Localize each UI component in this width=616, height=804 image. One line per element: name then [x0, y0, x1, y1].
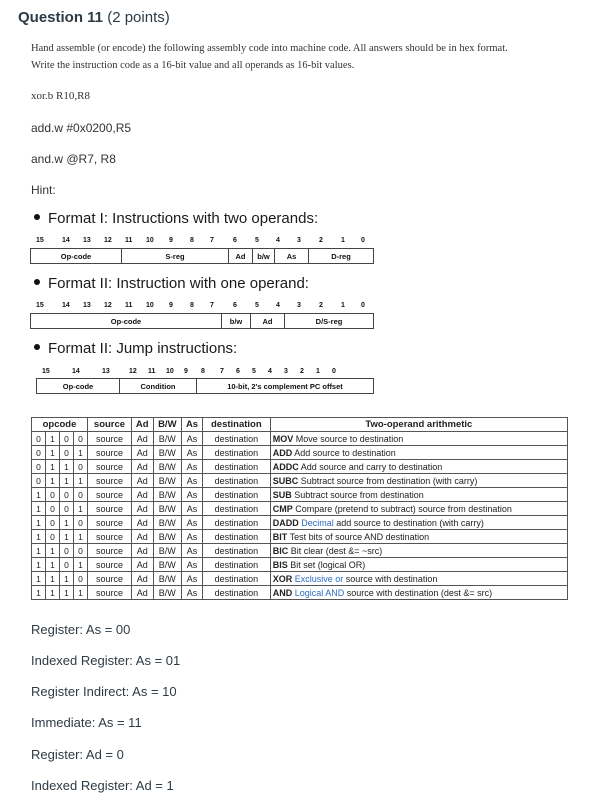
opcode-bit: 1: [46, 572, 60, 586]
table-row: [32, 432, 568, 446]
bit-number: 0: [361, 237, 365, 244]
opcode-bit: 1: [60, 474, 74, 488]
source-cell: source: [88, 544, 132, 558]
as-cell: As: [182, 446, 203, 460]
table-row: [32, 460, 568, 474]
operation-description: Compare (pretend to subtract) source from destination: [295, 503, 512, 514]
destination-cell: destination: [202, 516, 270, 530]
destination-cell: destination: [202, 558, 270, 572]
field-dsreg: D/S-reg: [315, 316, 343, 326]
bit-number: 13: [102, 368, 110, 375]
bit-number: 14: [62, 237, 70, 244]
table-row: [32, 474, 568, 488]
opcode-bit: 1: [60, 516, 74, 530]
mnemonic: SUBC: [272, 475, 299, 486]
code-line-1: xor.b R10,R8: [31, 90, 90, 102]
opcode-bit: 1: [60, 530, 74, 544]
opcode-bit: 1: [32, 516, 46, 530]
opcode-bit: 1: [46, 544, 60, 558]
destination-cell: destination: [202, 572, 270, 586]
operation-description: Bit clear (dest &= ~src): [290, 545, 383, 556]
bit-number: 15: [42, 368, 50, 375]
question-title: [18, 9, 170, 26]
destination-cell: destination: [202, 488, 270, 502]
bit-number: 0: [332, 368, 336, 375]
operation-cell: [270, 572, 567, 586]
opcode-bit: 0: [46, 502, 60, 516]
field-pc-offset: 10-bit, 2's complement PC offset: [227, 381, 343, 391]
source-cell: source: [88, 502, 132, 516]
opcode-bit: 1: [46, 446, 60, 460]
opcode-bit: 0: [74, 516, 88, 530]
opcode-bit: 1: [32, 530, 46, 544]
source-cell: source: [88, 460, 132, 474]
header-ad: Ad: [132, 418, 154, 432]
bw-cell: B/W: [153, 446, 182, 460]
bw-cell: B/W: [153, 572, 182, 586]
opcode-bit: 1: [32, 502, 46, 516]
bw-cell: B/W: [153, 488, 182, 502]
operation-description: Subtract source from destination: [294, 489, 424, 500]
bit-number: 10: [166, 368, 174, 375]
bit-number: 2: [300, 368, 304, 375]
opcode-bit: 1: [32, 558, 46, 572]
ad-cell: Ad: [132, 432, 154, 446]
table-row: [32, 446, 568, 460]
operation-cell: [270, 432, 567, 446]
opcode-bit: 1: [74, 502, 88, 516]
opcode-bit: 0: [60, 488, 74, 502]
opcode-bit: 0: [74, 432, 88, 446]
opcode-bit: 1: [32, 572, 46, 586]
table-row: [32, 488, 568, 502]
bit-number: 1: [316, 368, 320, 375]
field-sreg: S-reg: [122, 249, 229, 263]
table-header-row: [32, 418, 568, 432]
table-row: [32, 502, 568, 516]
bit-number: 15: [36, 237, 44, 244]
bit-number: 4: [268, 368, 272, 375]
source-cell: source: [88, 558, 132, 572]
question-number: Question 11: [18, 9, 104, 26]
mnemonic: ADD: [272, 447, 293, 458]
opcode-bit: 0: [32, 460, 46, 474]
field-as: As: [275, 249, 309, 263]
highlighted-term: Logical AND: [294, 587, 345, 598]
field-dreg: D-reg: [331, 251, 351, 261]
opcode-bit: 1: [32, 488, 46, 502]
opcode-bit: 0: [60, 446, 74, 460]
bit-number: 0: [361, 302, 365, 309]
operation-cell: [270, 516, 567, 530]
operation-description: source with destination (dest &= src): [346, 587, 493, 598]
opcode-bit: 0: [60, 502, 74, 516]
operation-cell: [270, 474, 567, 488]
format-2-heading: [34, 275, 309, 292]
opcode-bit: 1: [60, 460, 74, 474]
bw-cell: B/W: [153, 516, 182, 530]
bit-number: 5: [255, 237, 259, 244]
bullet-icon: [34, 214, 40, 220]
operation-cell: [270, 558, 567, 572]
bw-cell: B/W: [153, 530, 182, 544]
field-bw: b/w: [253, 249, 275, 263]
instructions-line-2: Write the instruction code as a 16-bit value and all operands as 16-bit values.: [31, 60, 355, 71]
bit-number: 7: [210, 302, 214, 309]
header-as: As: [182, 418, 203, 432]
bit-number: 9: [169, 302, 173, 309]
hint-label: Hint:: [31, 183, 56, 197]
ad-cell: Ad: [132, 516, 154, 530]
bw-cell: B/W: [153, 586, 182, 600]
bit-number: 6: [233, 302, 237, 309]
field-ad: Ad: [251, 314, 285, 328]
operation-description: source with destination: [345, 573, 438, 584]
destination-cell: destination: [202, 446, 270, 460]
as-cell: As: [182, 586, 203, 600]
field-condition: Condition: [120, 379, 197, 393]
opcode-bit: 0: [32, 432, 46, 446]
bit-number: 5: [255, 302, 259, 309]
as-cell: As: [182, 516, 203, 530]
ad-cell: Ad: [132, 544, 154, 558]
format-1-heading: [34, 210, 318, 227]
highlighted-term: Exclusive or: [294, 573, 344, 584]
ad-cell: Ad: [132, 460, 154, 474]
opcode-bit: 0: [74, 488, 88, 502]
mnemonic: CMP: [272, 503, 293, 514]
format-3-fields: [36, 378, 374, 394]
opcode-bit: 0: [32, 474, 46, 488]
ad-cell: Ad: [132, 572, 154, 586]
instructions-line-1: Hand assemble (or encode) the following assembly code into machine code. All answers should be in hex format.: [31, 43, 508, 54]
bit-number: 9: [169, 237, 173, 244]
opcode-bit: 1: [46, 432, 60, 446]
format-3-title: Format II: Jump instructions:: [48, 340, 238, 357]
opcode-bit: 1: [74, 474, 88, 488]
table-row: [32, 544, 568, 558]
ad-cell: Ad: [132, 474, 154, 488]
as-cell: As: [182, 530, 203, 544]
bit-number: 12: [129, 368, 137, 375]
source-cell: source: [88, 572, 132, 586]
table-row: [32, 516, 568, 530]
opcode-bit: 1: [74, 558, 88, 572]
mnemonic: SUB: [272, 489, 292, 500]
bw-cell: B/W: [153, 502, 182, 516]
ad-cell: Ad: [132, 586, 154, 600]
opcode-bit: 1: [46, 474, 60, 488]
destination-cell: destination: [202, 544, 270, 558]
field-opcode: Op-code: [37, 379, 120, 393]
destination-cell: destination: [202, 502, 270, 516]
opcode-bit: 1: [74, 530, 88, 544]
opcode-bit: 1: [32, 544, 46, 558]
bit-number: 14: [72, 368, 80, 375]
operation-description: Move source to destination: [295, 433, 404, 444]
format-1-fields: [30, 248, 374, 264]
mnemonic: BIC: [272, 545, 289, 556]
operation-description: Subtract source from destination (with carry): [300, 475, 478, 486]
bit-number: 11: [125, 302, 133, 309]
source-cell: source: [88, 474, 132, 488]
opcode-bit: 1: [74, 446, 88, 460]
destination-cell: destination: [202, 460, 270, 474]
opcode-bit: 0: [32, 446, 46, 460]
addressing-mode-5: Register: Ad = 0: [31, 747, 124, 762]
as-cell: As: [182, 572, 203, 586]
opcode-bit: 0: [74, 572, 88, 586]
addressing-mode-3: Register Indirect: As = 10: [31, 684, 177, 699]
bw-cell: B/W: [153, 558, 182, 572]
opcode-bit: 0: [60, 432, 74, 446]
header-source: source: [88, 418, 132, 432]
as-cell: As: [182, 432, 203, 446]
bw-cell: B/W: [153, 544, 182, 558]
format-2-title: Format II: Instruction with one operand:: [48, 275, 309, 292]
mnemonic: MOV: [272, 433, 294, 444]
bw-cell: B/W: [153, 432, 182, 446]
question-points: (2 points): [107, 9, 170, 26]
table-row: [32, 530, 568, 544]
operation-cell: [270, 544, 567, 558]
bw-cell: B/W: [153, 474, 182, 488]
mnemonic: BIT: [272, 531, 288, 542]
table-row: [32, 572, 568, 586]
as-cell: As: [182, 544, 203, 558]
addressing-mode-4: Immediate: As = 11: [31, 715, 142, 730]
code-line-2: add.w #0x0200,R5: [31, 121, 132, 135]
bit-number: 2: [319, 302, 323, 309]
bit-number: 15: [36, 302, 44, 309]
as-cell: As: [182, 460, 203, 474]
destination-cell: destination: [202, 432, 270, 446]
opcode-bit: 0: [60, 558, 74, 572]
field-bw: b/w: [222, 314, 251, 328]
field-opcode: Op-code: [31, 249, 122, 263]
bit-number: 14: [62, 302, 70, 309]
bullet-icon: [34, 279, 40, 285]
operation-cell: [270, 460, 567, 474]
as-cell: As: [182, 474, 203, 488]
bit-number: 13: [83, 237, 91, 244]
ad-cell: Ad: [132, 530, 154, 544]
field-opcode: Op-code: [31, 314, 222, 328]
source-cell: source: [88, 432, 132, 446]
bit-number: 5: [252, 368, 256, 375]
addressing-mode-2: Indexed Register: As = 01: [31, 653, 181, 668]
destination-cell: destination: [202, 474, 270, 488]
source-cell: source: [88, 530, 132, 544]
opcode-bit: 1: [46, 460, 60, 474]
as-cell: As: [182, 502, 203, 516]
operation-cell: [270, 502, 567, 516]
bit-number: 1: [341, 237, 345, 244]
operation-description: Test bits of source AND destination: [289, 531, 430, 542]
ad-cell: Ad: [132, 488, 154, 502]
bit-number: 7: [210, 237, 214, 244]
bit-number: 8: [201, 368, 205, 375]
bit-number: 1: [341, 302, 345, 309]
instructions-text: [31, 40, 571, 74]
bit-number: 12: [104, 237, 112, 244]
bit-number: 3: [297, 302, 301, 309]
bit-number: 12: [104, 302, 112, 309]
bit-number: 9: [184, 368, 188, 375]
source-cell: source: [88, 488, 132, 502]
table-row: [32, 586, 568, 600]
ad-cell: Ad: [132, 446, 154, 460]
bit-number: 10: [146, 302, 154, 309]
operation-description: Bit set (logical OR): [290, 559, 366, 570]
ad-cell: Ad: [132, 502, 154, 516]
opcode-bit: 0: [46, 488, 60, 502]
operation-cell: [270, 530, 567, 544]
bw-cell: B/W: [153, 460, 182, 474]
addressing-mode-1: Register: As = 00: [31, 622, 131, 637]
opcode-table: [31, 417, 568, 600]
mnemonic: BIS: [272, 559, 288, 570]
header-bw: B/W: [153, 418, 182, 432]
mnemonic: ADDC: [272, 461, 299, 472]
bit-number: 6: [236, 368, 240, 375]
opcode-bit: 0: [46, 516, 60, 530]
bit-number: 4: [276, 237, 280, 244]
bit-number: 11: [125, 237, 133, 244]
source-cell: source: [88, 446, 132, 460]
ad-cell: Ad: [132, 558, 154, 572]
source-cell: source: [88, 586, 132, 600]
header-opcode: opcode: [32, 418, 88, 432]
header-destination: destination: [202, 418, 270, 432]
as-cell: As: [182, 488, 203, 502]
opcode-bit: 1: [32, 586, 46, 600]
operation-cell: [270, 586, 567, 600]
destination-cell: destination: [202, 586, 270, 600]
operation-cell: [270, 446, 567, 460]
operation-description: add source to destination (with carry): [336, 517, 484, 528]
opcode-bit: 0: [60, 544, 74, 558]
bit-number: 7: [220, 368, 224, 375]
bit-number: 3: [297, 237, 301, 244]
mnemonic: XOR: [272, 573, 293, 584]
bit-number: 8: [190, 302, 194, 309]
bit-number: 8: [190, 237, 194, 244]
bit-number: 10: [146, 237, 154, 244]
bullet-icon: [34, 344, 40, 350]
format-3-heading: [34, 340, 237, 357]
opcode-bit: 1: [46, 558, 60, 572]
opcode-bit: 0: [46, 530, 60, 544]
bit-number: 6: [233, 237, 237, 244]
highlighted-term: Decimal: [301, 517, 334, 528]
operation-description: Add source and carry to destination: [300, 461, 443, 472]
bit-number: 2: [319, 237, 323, 244]
opcode-bit: 1: [60, 572, 74, 586]
mnemonic: DADD: [272, 517, 299, 528]
field-ad: Ad: [229, 249, 253, 263]
as-cell: As: [182, 558, 203, 572]
bit-number: 4: [276, 302, 280, 309]
destination-cell: destination: [202, 530, 270, 544]
bit-number: 11: [148, 368, 156, 375]
mnemonic: AND: [272, 587, 293, 598]
opcode-bit: 1: [74, 586, 88, 600]
addressing-mode-6: Indexed Register: Ad = 1: [31, 778, 174, 793]
opcode-bit: 0: [74, 544, 88, 558]
operation-cell: [270, 488, 567, 502]
operation-description: Add source to destination: [294, 447, 396, 458]
bit-number: 3: [284, 368, 288, 375]
bit-number: 13: [83, 302, 91, 309]
opcode-bit: 0: [74, 460, 88, 474]
table-row: [32, 558, 568, 572]
format-2-fields: [30, 313, 374, 329]
opcode-bit: 1: [46, 586, 60, 600]
format-1-title: Format I: Instructions with two operands:: [48, 210, 319, 227]
opcode-bit: 1: [60, 586, 74, 600]
code-line-3: and.w @R7, R8: [31, 152, 116, 166]
header-two-operand: Two-operand arithmetic: [270, 418, 567, 432]
source-cell: source: [88, 516, 132, 530]
